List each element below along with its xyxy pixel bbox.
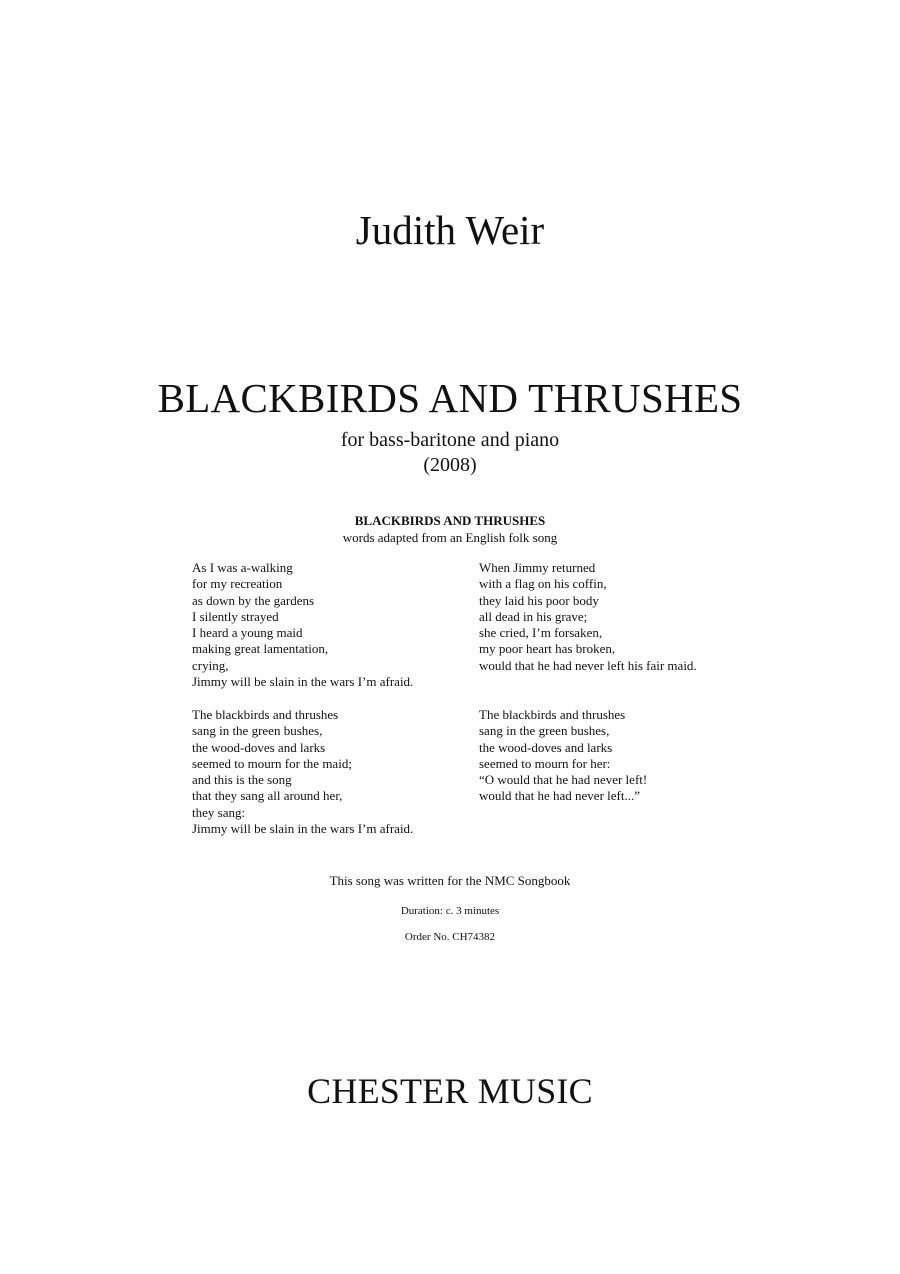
stanza-line: they laid his poor body — [479, 592, 599, 608]
stanza-2 — [479, 560, 697, 674]
song-title: BLACKBIRDS AND THRUSHES — [354, 513, 546, 528]
stanza-line: crying, — [192, 657, 229, 673]
duration: Duration: c. 3 minutes — [400, 905, 500, 917]
work-subtitle: for bass-baritone and piano — [340, 429, 560, 451]
stanza-line: seemed to mourn for the maid; — [192, 755, 352, 771]
words-note: words adapted from an English folk song — [342, 530, 558, 545]
stanza-line: sang in the green bushes, — [479, 723, 610, 739]
stanza-line: “O would that he had never left! — [479, 772, 648, 788]
stanza-line: the wood-doves and larks — [479, 739, 613, 755]
publisher-name: CHESTER MUSIC — [307, 1071, 593, 1111]
stanza-4 — [479, 707, 647, 805]
work-year: (2008) — [423, 454, 477, 476]
stanza-line: with a flag on his coffin, — [479, 576, 607, 592]
commission-note: This song was written for the NMC Songbook — [329, 873, 571, 888]
stanza-line: she cried, I’m forsaken, — [479, 625, 603, 641]
stanza-line: my poor heart has broken, — [479, 641, 616, 657]
stanza-line: they sang: — [192, 804, 246, 820]
stanza-line: would that he had never left...” — [479, 788, 640, 804]
work-title: BLACKBIRDS AND THRUSHES — [157, 375, 743, 421]
stanza-line: would that he had never left his fair maid. — [479, 657, 697, 673]
stanza-3 — [192, 707, 413, 837]
order-number: Order No. CH74382 — [404, 931, 496, 943]
stanza-line: the wood-doves and larks — [192, 739, 326, 755]
stanza-line: Jimmy will be slain in the wars I’m afraid. — [192, 674, 414, 690]
stanza-line: seemed to mourn for her: — [479, 755, 611, 771]
stanza-line: sang in the green bushes, — [192, 723, 323, 739]
stanza-line: Jimmy will be slain in the wars I’m afraid. — [192, 821, 414, 837]
stanza-line: As I was a-walking — [192, 560, 293, 575]
composer-name: Judith Weir — [355, 207, 545, 253]
stanza-line: all dead in his grave; — [479, 608, 588, 624]
stanza-line: The blackbirds and thrushes — [479, 707, 626, 722]
stanza-line: I heard a young maid — [192, 625, 303, 641]
stanza-line: that they sang all around her, — [192, 788, 343, 804]
stanza-1 — [192, 560, 413, 690]
stanza-line: I silently strayed — [192, 608, 279, 624]
stanza-line: making great lamentation, — [192, 641, 329, 657]
stanza-line: and this is the song — [192, 772, 292, 788]
stanza-line: When Jimmy returned — [479, 560, 596, 575]
stanza-line: The blackbirds and thrushes — [192, 707, 339, 722]
stanza-line: as down by the gardens — [192, 592, 315, 608]
stanza-line: for my recreation — [192, 576, 283, 592]
